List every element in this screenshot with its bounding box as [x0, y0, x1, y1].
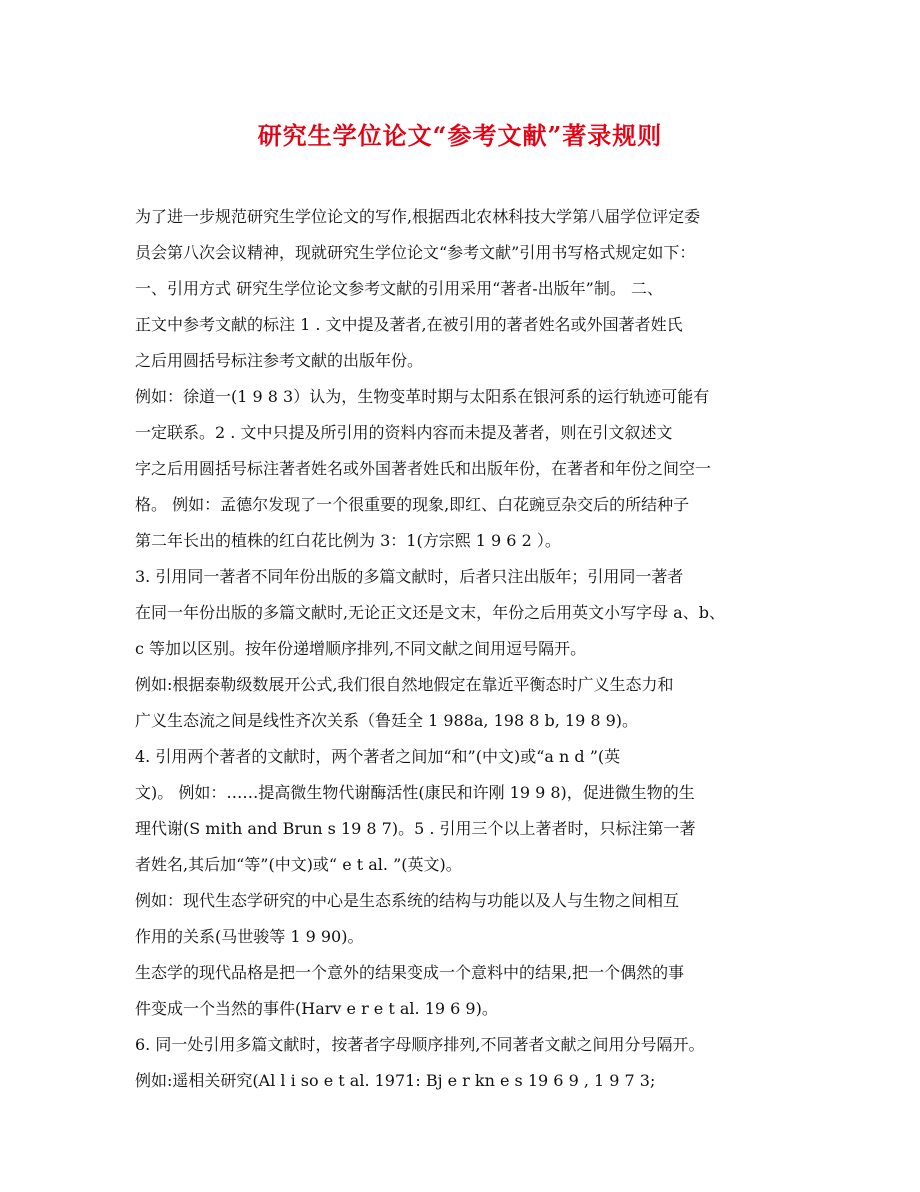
- body-line-7: 一定联系。2 . 文中只提及所引用的资料内容而未提及著者，则在引文叙述文: [135, 423, 673, 442]
- body-line-17: 文)。 例如：……提高微生物代谢酶活性(康民和许刚 19 9 8)，促进微生物的生: [135, 783, 695, 802]
- body-line-3: 一、引用方式 研究生学位论文参考文献的引用采用“著者-出版年”制。 二、: [135, 279, 663, 298]
- body-line-20: 例如：现代生态学研究的中心是生态系统的结构与功能以及人与生物之间相互: [135, 891, 680, 910]
- body-line-5: 之后用圆括号标注参考文献的出版年份。: [135, 351, 424, 370]
- body-line-8: 字之后用圆括号标注著者姓名或外国著者姓氏和出版年份，在著者和年份之间空一: [135, 459, 712, 478]
- body-line-1: 为了进一步规范研究生学位论文的写作,根据西北农林科技大学第八届学位评定委: [135, 207, 701, 226]
- body-line-12: 在同一年份出版的多篇文献时,无论正文还是文末，年份之后用英文小写字母 a、b、: [135, 603, 725, 622]
- body-line-4: 正文中参考文献的标注 1 . 文中提及著者,在被引用的著者姓名或外国著者姓氏: [135, 315, 683, 334]
- body-line-10: 第二年长出的植株的红白花比例为 3：1(方宗熙 1 9 6 2 ）。: [135, 531, 561, 550]
- document-body: [135, 199, 803, 1099]
- body-line-13: c 等加以区别。按年份递增顺序排列,不同文献之间用逗号隔开。: [135, 639, 587, 658]
- body-line-9: 格。 例如：孟德尔发现了一个很重要的现象,即红、白花豌豆杂交后的所结种子: [135, 495, 690, 514]
- body-line-16: 4. 引用两个著者的文献时，两个著者之间加“和”(中文)或“a n d ”(英: [135, 747, 621, 766]
- body-line-11: 3. 引用同一著者不同年份出版的多篇文献时，后者只注出版年；引用同一著者: [135, 567, 684, 586]
- body-line-21: 作用的关系(马世骏等 1 9 90)。: [135, 927, 364, 946]
- body-line-2: 员会第八次会议精神，现就研究生学位论文“参考文献”引用书写格式规定如下：: [135, 243, 696, 262]
- body-line-15: 广义生态流之间是线性齐次关系（鲁廷全 1 988a, 198 8 b, 19 8 9)。: [135, 711, 639, 730]
- body-line-18: 理代谢(S mith and Brun s 19 8 7)。5 . 引用三个以上著者时，只标注第一著: [135, 819, 696, 838]
- body-line-25: 例如:遥相关研究(Al l i so e t al. 1971: Bj e r kn e s 19 6 9 , 1 9 7 3;: [135, 1071, 656, 1090]
- body-line-23: 件变成一个当然的事件(Harv e r e t al. 19 6 9)。: [135, 999, 498, 1018]
- document-title: 研究生学位论文“参考文献”著录规则: [257, 121, 663, 150]
- body-line-14: 例如:根据泰勒级数展开公式,我们很自然地假定在靠近平衡态时广义生态力和: [135, 675, 674, 694]
- body-line-22: 生态学的现代品格是把一个意外的结果变成一个意料中的结果,把一个偶然的事: [135, 963, 685, 982]
- body-line-19: 者姓名,其后加“等”(中文)或“ e t al. ”(英文)。: [135, 855, 462, 874]
- body-line-6: 例如：徐道一(1 9 8 3）认为，生物变革时期与太阳系在银河系的运行轨迹可能有: [135, 387, 710, 406]
- body-line-24: 6. 同一处引用多篇文献时，按著者字母顺序排列,不同著者文献之间用分号隔开。: [135, 1035, 705, 1054]
